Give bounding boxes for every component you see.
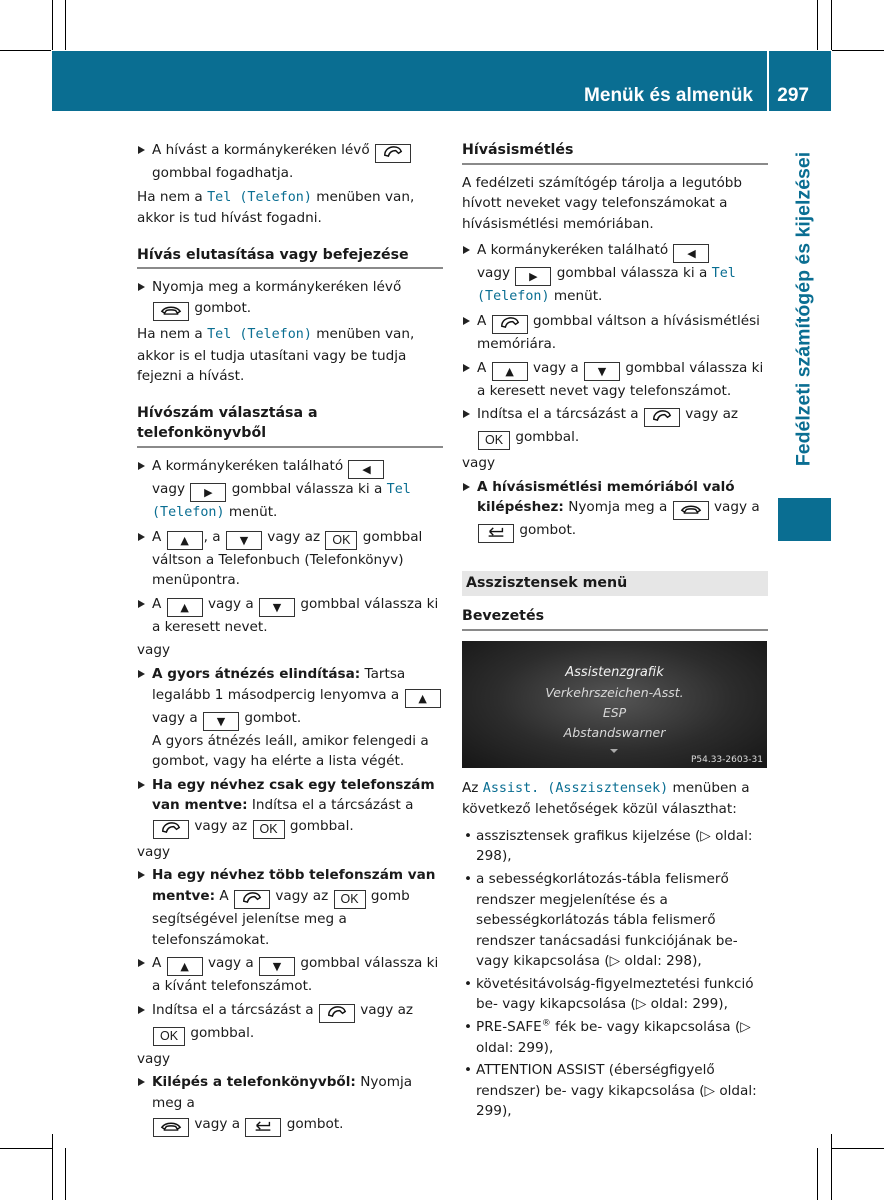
text: A [152,528,162,545]
figure-code: P54.33-2603-31 [690,754,763,765]
side-tab [778,129,831,489]
phone-pickup-icon [234,890,270,909]
phone-pickup-icon [375,144,411,163]
text: gombot. [286,1115,344,1132]
list-item [462,311,768,355]
up-arrow-icon: ▲ [405,689,441,708]
list-item [137,1072,443,1136]
text: PRE-SAFE [476,1019,542,1036]
up-arrow-icon: ▲ [492,362,528,381]
section-heading: Hívás elutasítása vagy befejezése [137,245,443,270]
list-item [137,775,443,839]
text: A hívásismétlési memóriából való kilépéshez: [477,478,735,516]
menu-name: Assist. (Asszisztensek) [482,780,669,796]
page-header [52,51,831,111]
up-arrow-icon: ▲ [167,531,203,550]
ok-key: OK [478,431,510,450]
text: gombbal válassza ki a keresett nevet. [152,595,439,635]
back-arrow-icon [478,524,514,543]
phone-pickup-icon [153,820,189,839]
phone-pickup-icon [644,408,680,427]
header-title: Menük és almenük [584,85,753,107]
text: Nyomja meg a [152,1074,413,1112]
phone-pickup-icon [319,1004,355,1023]
text: A [477,359,487,376]
list-item [137,953,443,997]
text: Tartsa legalább 1 másodpercig lenyomva a [152,665,406,703]
left-arrow-icon: ◀ [348,460,384,479]
text: gombbal válassza ki a [556,265,708,282]
list-item [137,865,443,950]
paragraph: A fedélzeti számítógép tárolja a legutóbb hívott neveket vagy telefonszámokat a hívásismétlési memóriában. [462,174,743,232]
list-item [137,140,443,184]
text: gombbal. [515,429,580,446]
list-item [137,277,443,321]
text: Indítsa el a tárcsázást a [152,1001,314,1018]
list-item: • követésitávolság-figyelmeztetési funkció be- vagy kikapcsolása (▷ oldal: 299), [462,974,768,1015]
scroll-down-icon [610,749,618,753]
text: menüt. [553,288,603,305]
text: vagy [152,480,186,497]
ok-key: OK [325,531,357,550]
text: A kormánykeréken található [152,457,344,474]
list-item: • asszisztensek grafikus kijelzése (▷ oldal: 298), [462,826,768,867]
text: A hívást a kormánykeréken lévő [152,142,370,158]
text: A kormánykeréken található [477,242,669,259]
paragraph [462,778,768,820]
text: gombbal. [190,1024,255,1041]
text: A [477,312,487,329]
crop-mark [0,50,51,51]
list-item [137,664,443,772]
header-divider [767,51,769,111]
down-arrow-icon: ▼ [259,598,295,617]
list-item [137,527,443,591]
side-color-block [778,498,831,541]
section-heading: Hívásismétlés [462,140,768,165]
left-arrow-icon: ◀ [673,244,709,263]
display-item: Abstandswarner [563,724,666,740]
text: A gyors átnézés leáll, amikor felengedi a gombot, vagy ha elérte a lista végét. [152,732,429,770]
text: vagy az [194,817,248,834]
paragraph [137,187,443,229]
text: Ha egy névhez több telefonszám van mentve: [152,867,436,905]
text: gombbal váltson a hívásismétlési memóriára. [477,312,760,352]
text: vagy a [152,709,198,726]
text: fék be- vagy kikapcsolása (▷ oldal: 299), [476,1019,751,1056]
text: gombbal váltson a Telefonbuch (Telefonkönyv) menüpontra. [152,528,423,589]
text: Ha egy névhez csak egy telefonszám van mentve: [152,776,435,814]
phone-hangup-icon [153,1118,189,1137]
or-text: vagy [137,1050,171,1067]
text: gombbal válassza ki a keresett nevet vagy telefonszámot. [477,359,764,399]
up-arrow-icon: ▲ [167,598,203,617]
or-text: vagy [137,843,171,860]
text: A [152,955,162,972]
list-item [137,1000,443,1046]
display-item: ESP [602,704,627,720]
down-arrow-icon: ▼ [584,362,620,381]
text: , a [203,528,221,545]
crop-mark [52,1134,53,1200]
text: Kilépés a telefonkönyvből: [152,1074,356,1091]
side-tab-label: Fedélzeti számítógép és kijelzései [792,151,815,467]
list-item: • a sebességkorlátozás-tábla felismerő rendszer megjelenítése és a sebességkorlátozás tábla felismerő rendszer tanácsadási funkciójának be- vagy kikapcsolása (▷ oldal: 298), [462,869,768,972]
text: vagy [477,265,511,282]
text: A [219,888,229,905]
text: Nyomja meg a kormánykeréken lévő [152,279,402,296]
text: gombbal fogadhatja. [152,165,294,181]
page-number: 297 [777,85,809,107]
menu-name: Tel (Telefon) [477,266,736,305]
menu-name: Tel (Telefon) [207,326,312,342]
crop-mark [832,50,884,51]
section-box-heading: Asszisztensek menü [462,571,768,596]
text: gombbal válassza ki a [231,480,383,497]
phone-pickup-icon [492,315,528,334]
text: vagy a [207,955,254,972]
phone-hangup-icon [153,302,189,321]
back-arrow-icon [245,1118,281,1137]
text: Ha nem a [137,325,203,342]
list-item [137,456,443,524]
right-arrow-icon: ▶ [190,483,226,502]
text: gombbal válassza ki a kívánt telefonszámot. [152,955,439,995]
text: vagy az [360,1001,414,1018]
ok-key: OK [334,890,366,909]
text: menüt. [228,503,278,520]
menu-name: Tel (Telefon) [207,189,312,205]
text: gombbal. [289,817,354,834]
text: menüben a következő lehetőségek közül választhat: [462,779,750,818]
or-text: vagy [137,642,171,659]
text: gombot. [519,522,577,539]
text: A gyors átnézés elindítása: [152,665,361,682]
down-arrow-icon: ▼ [203,712,239,731]
up-arrow-icon: ▲ [167,957,203,976]
crop-mark [65,1148,66,1200]
paragraph [137,324,443,387]
text: vagy a [532,359,579,376]
crop-mark [817,0,818,50]
crop-mark [817,1148,818,1200]
ok-key: OK [153,1027,185,1046]
section-heading: Bevezetés [462,606,768,631]
list-item: • ATTENTION ASSIST (éberségfigyelő rendszer) be- vagy kikapcsolása (▷ oldal: 299), [462,1060,768,1122]
down-arrow-icon: ▼ [259,957,295,976]
text: vagy a [713,499,760,516]
text: Az [462,779,479,796]
text: Ha nem a [137,188,203,205]
crop-mark [831,0,832,50]
registered-mark: ® [541,1018,551,1029]
text: vagy a [207,595,254,612]
text: Nyomja meg a [568,499,668,516]
text: vagy az [685,406,739,423]
section-heading: Hívószám választása a telefonkönyvből [137,403,443,448]
text: menüben van, akkor is tud hívást fogadni. [137,188,415,227]
crop-mark [65,0,66,50]
list-item [462,404,768,450]
list-item [137,594,443,638]
text: Indítsa el a tárcsázást a [477,406,639,423]
crop-mark [0,1148,52,1149]
text: vagy az [275,888,329,905]
text: vagy a [194,1115,241,1132]
text: gombot. [244,709,302,726]
list-item [462,477,768,544]
crop-mark [52,0,53,50]
crop-mark [832,1148,884,1149]
text: menüben van, akkor is el tudja utasítani vagy be tudja fejezni a hívást. [137,325,415,385]
or-text: vagy [462,455,496,472]
menu-name: Tel (Telefon) [152,481,411,520]
phone-hangup-icon [673,501,709,520]
right-column [462,140,768,1124]
text: Indítsa el a tárcsázást a [251,797,414,814]
text: gombot. [194,299,252,316]
right-arrow-icon: ▶ [515,267,551,286]
display-menu [462,663,767,743]
text: gomb segítségével jelenítse meg a telefonszámokat. [152,888,410,948]
list-item [462,1017,768,1058]
text: A [152,595,162,612]
down-arrow-icon: ▼ [226,531,262,550]
display-screenshot [462,641,767,768]
list-item [462,358,768,402]
display-item: Assistenzgrafik [565,664,664,680]
ok-key: OK [253,820,285,839]
text: vagy az [267,528,321,545]
crop-mark [831,1134,832,1200]
list-item [462,240,768,308]
display-item: Verkehrszeichen-Asst. [545,684,684,700]
left-column [137,140,443,1140]
